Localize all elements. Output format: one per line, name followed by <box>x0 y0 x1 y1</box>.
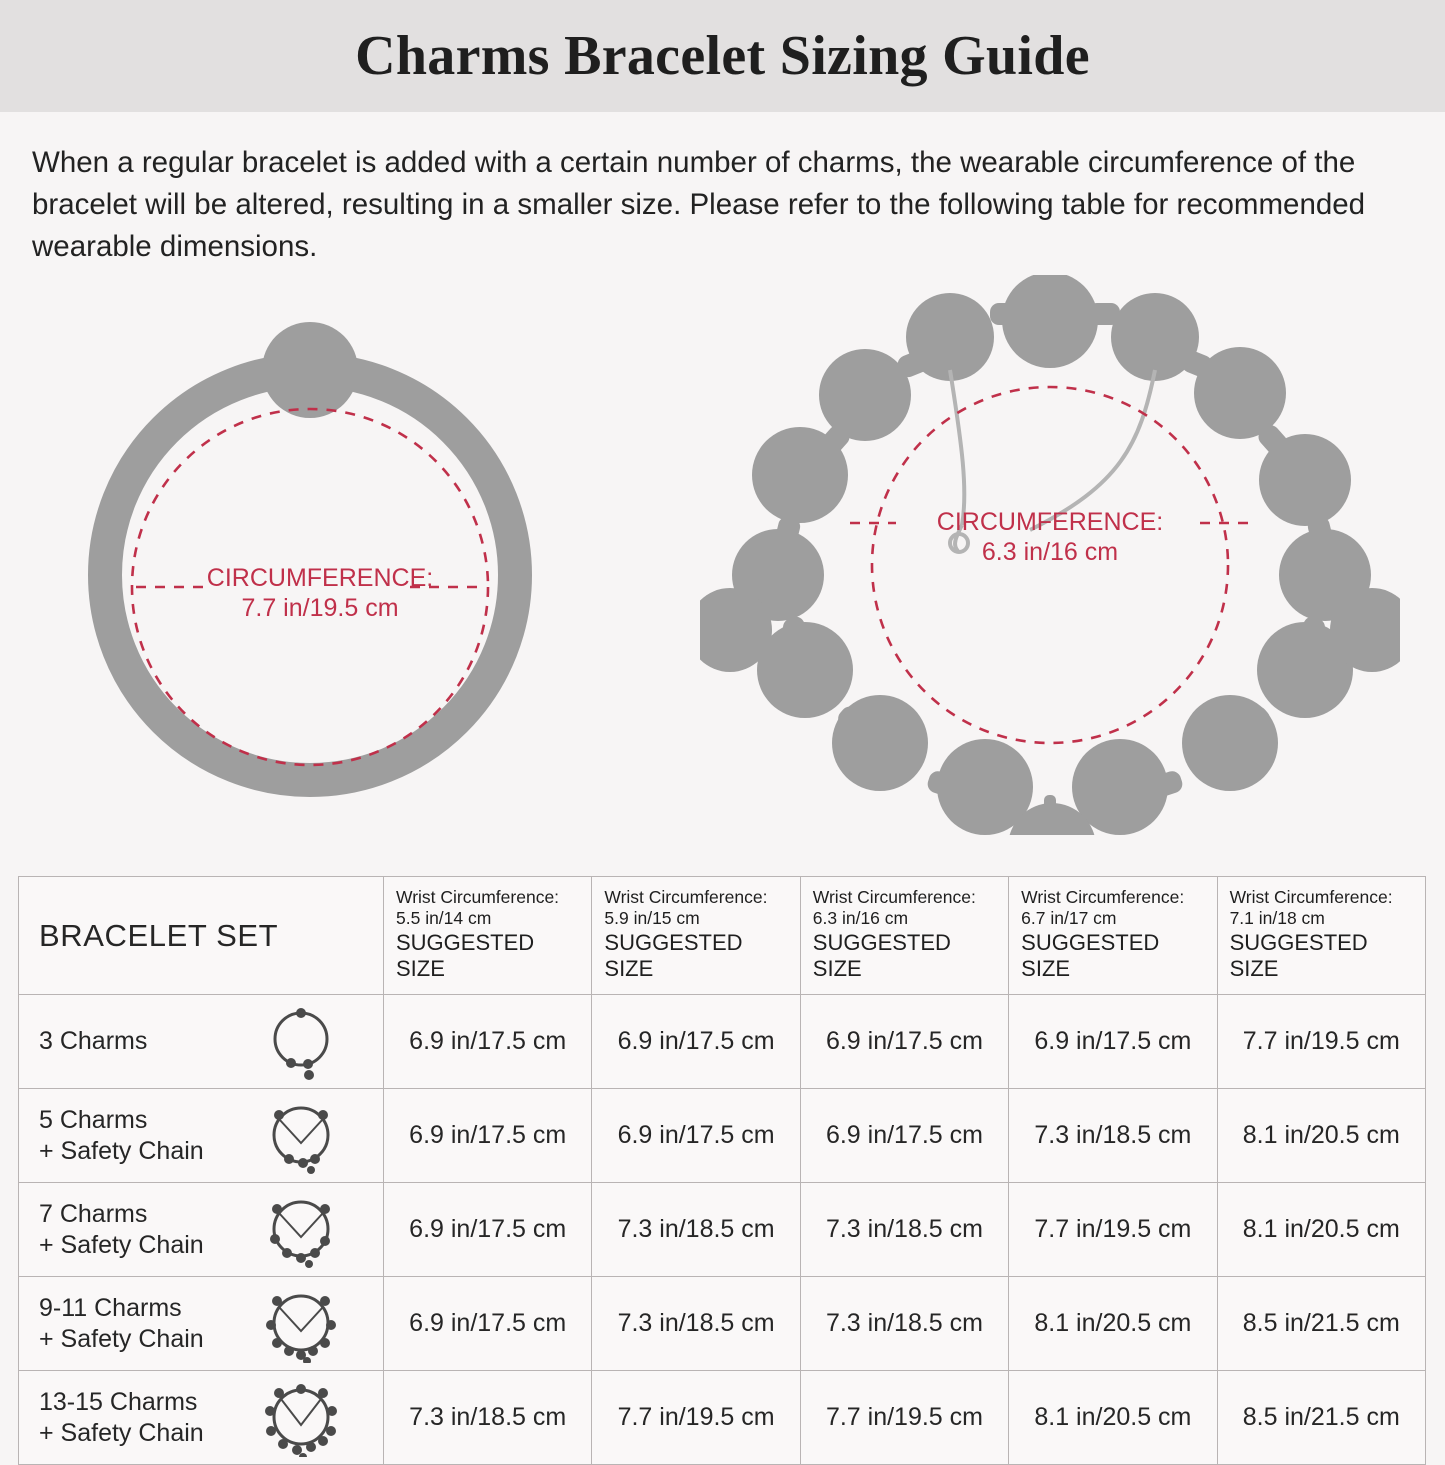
row-label-7-charms: 7 Charms + Safety Chain <box>19 1183 384 1277</box>
bracelet-5-charms-icon <box>253 1097 349 1175</box>
cell-r2c5: 8.1 in/20.5 cm <box>1217 1089 1425 1183</box>
row-label-3-charms: 3 Charms <box>19 995 384 1089</box>
table-row <box>19 1089 1426 1183</box>
table-row <box>19 1183 1426 1277</box>
intro-paragraph: When a regular bracelet is added with a certain number of charms, the wearable circumference of the bracelet will be altered, resulting in a smaller size. Please refer to the following table for recommended wearable dimensions. <box>32 146 1366 264</box>
charms-bracelet-label-line1: CIRCUMFERENCE: <box>936 507 1164 536</box>
cell-r2c3: 6.9 in/17.5 cm <box>800 1089 1008 1183</box>
illustration-area <box>0 275 1445 835</box>
header-col-2: Wrist Circumference: 5.9 in/15 cm SUGGESTED SIZE <box>592 877 800 995</box>
cell-r5c3: 7.7 in/19.5 cm <box>800 1371 1008 1465</box>
bracelet-13-15-charms-icon <box>253 1379 349 1457</box>
header-bracelet-set: BRACELET SET <box>19 877 384 995</box>
cell-r1c3: 6.9 in/17.5 cm <box>800 995 1008 1089</box>
bracelet-7-charms-icon <box>253 1191 349 1269</box>
row-label-13-15-charms: 13-15 Charms + Safety Chain <box>19 1371 384 1465</box>
row-label-9-11-charms: 9-11 Charms + Safety Chain <box>19 1277 384 1371</box>
cell-r3c3: 7.3 in/18.5 cm <box>800 1183 1008 1277</box>
cell-r5c5: 8.5 in/21.5 cm <box>1217 1371 1425 1465</box>
cell-r3c4: 7.7 in/19.5 cm <box>1009 1183 1217 1277</box>
cell-r3c1: 6.9 in/17.5 cm <box>384 1183 592 1277</box>
table-header-row <box>19 877 1426 995</box>
cell-r1c2: 6.9 in/17.5 cm <box>592 995 800 1089</box>
cell-r4c5: 8.5 in/21.5 cm <box>1217 1277 1425 1371</box>
bracelet-3-charms-icon <box>253 1003 349 1081</box>
page-header <box>0 0 1445 112</box>
cell-r5c1: 7.3 in/18.5 cm <box>384 1371 592 1465</box>
cell-r2c4: 7.3 in/18.5 cm <box>1009 1089 1217 1183</box>
header-col-4: Wrist Circumference: 6.7 in/17 cm SUGGESTED SIZE <box>1009 877 1217 995</box>
cell-r5c2: 7.7 in/19.5 cm <box>592 1371 800 1465</box>
row-label-5-charms: 5 Charms + Safety Chain <box>19 1089 384 1183</box>
cell-r3c2: 7.3 in/18.5 cm <box>592 1183 800 1277</box>
charms-bracelet-illustration <box>700 275 1400 835</box>
table-row <box>19 1371 1426 1465</box>
plain-bracelet-label-line1: CIRCUMFERENCE: <box>206 563 434 592</box>
header-col-3: Wrist Circumference: 6.3 in/16 cm SUGGESTED SIZE <box>800 877 1008 995</box>
charms-bracelet-label-line2: 6.3 in/16 cm <box>981 538 1119 567</box>
bracelet-9-11-charms-icon <box>253 1285 349 1363</box>
plain-bracelet-label-line2: 7.7 in/19.5 cm <box>241 594 399 623</box>
charms-bracelet-label <box>900 507 1200 568</box>
cell-r1c4: 6.9 in/17.5 cm <box>1009 995 1217 1089</box>
cell-r1c5: 7.7 in/19.5 cm <box>1217 995 1425 1089</box>
plain-bracelet-svg <box>60 275 580 835</box>
cell-r2c1: 6.9 in/17.5 cm <box>384 1089 592 1183</box>
sizing-table-wrap <box>18 876 1426 1465</box>
plain-bracelet-illustration <box>60 275 580 835</box>
table-row <box>19 1277 1426 1371</box>
sizing-table <box>18 876 1426 1465</box>
cell-r1c1: 6.9 in/17.5 cm <box>384 995 592 1089</box>
plain-bracelet-label <box>150 563 490 624</box>
header-col-5: Wrist Circumference: 7.1 in/18 cm SUGGESTED SIZE <box>1217 877 1425 995</box>
cell-r4c4: 8.1 in/20.5 cm <box>1009 1277 1217 1371</box>
page-title: Charms Bracelet Sizing Guide <box>355 25 1090 87</box>
cell-r3c5: 8.1 in/20.5 cm <box>1217 1183 1425 1277</box>
cell-r2c2: 6.9 in/17.5 cm <box>592 1089 800 1183</box>
cell-r4c1: 6.9 in/17.5 cm <box>384 1277 592 1371</box>
table-row <box>19 995 1426 1089</box>
header-col-1: Wrist Circumference: 5.5 in/14 cm SUGGESTED SIZE <box>384 877 592 995</box>
cell-r4c2: 7.3 in/18.5 cm <box>592 1277 800 1371</box>
cell-r5c4: 8.1 in/20.5 cm <box>1009 1371 1217 1465</box>
cell-r4c3: 7.3 in/18.5 cm <box>800 1277 1008 1371</box>
